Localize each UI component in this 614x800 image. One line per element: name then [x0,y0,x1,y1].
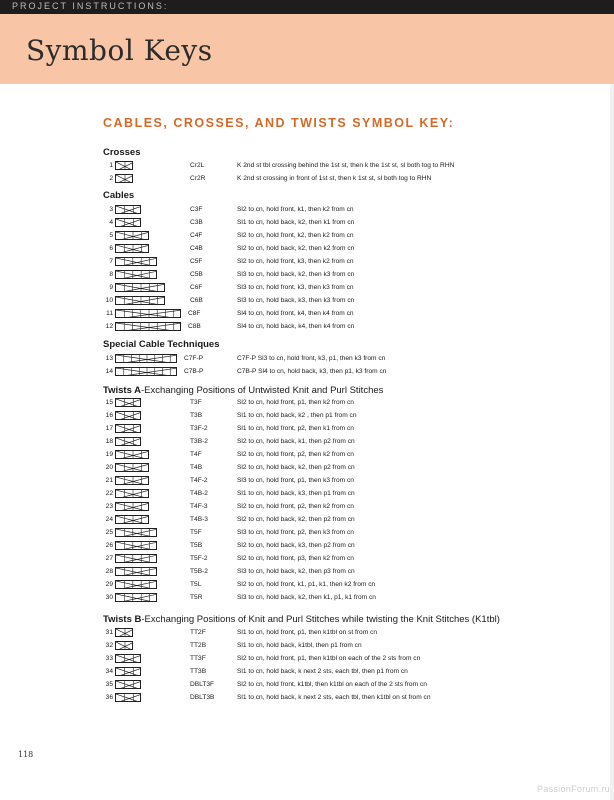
stitch-symbol-icon [115,667,141,676]
row-description: Sl3 to cn, hold back, k2, then p3 from cn [237,568,355,575]
row-number: 1 [109,162,113,169]
table-row [0,591,614,604]
row-description: Sl2 to cn, hold front, p2, then k2 from cn [237,451,354,458]
table-row [0,565,614,578]
row-number: 35 [105,681,113,688]
row-abbreviation: T4F-3 [190,503,208,510]
table-row [0,435,614,448]
row-description: Sl2 to cn, hold back, k3, then p2 from cn [237,542,355,549]
row-description: Sl3 to cn, hold front, k3, then k3 from cn [237,284,354,291]
twists-a-description: -Exchanging Positions of Untwisted Knit and Purl Stitches [141,385,384,396]
row-number: 7 [109,258,113,265]
row-description: C7B-P Sl4 to cn, hold back, k3, then p1, k3 from cn [237,368,387,375]
section-title: CABLES, CROSSES, AND TWISTS SYMBOL KEY: [103,116,455,130]
stitch-symbol-icon [115,367,177,376]
row-abbreviation: C7F-P [184,355,204,362]
table-row [0,320,614,333]
row-number: 34 [105,668,113,675]
subheading-twists-b [103,614,500,625]
stitch-symbol-icon [115,654,141,663]
row-description: Sl3 to cn, hold back, k3, then k3 from cn [237,297,355,304]
table-row [0,578,614,591]
row-description: Sl2 to cn, hold front, p1, then k1tbl on each of the 2 sts from cn [237,655,421,662]
row-number: 8 [109,271,113,278]
table-row [0,665,614,678]
row-abbreviation: T3B [190,412,203,419]
row-abbreviation: DBLT3F [190,681,215,688]
row-number: 27 [105,555,113,562]
stitch-symbol-icon [115,476,149,485]
table-row [0,513,614,526]
row-number: 26 [105,542,113,549]
table-row [0,281,614,294]
row-abbreviation: T4B [190,464,203,471]
row-description: Sl3 to cn, hold front, p2, then k3 from cn [237,529,354,536]
top-bar-label: PROJECT INSTRUCTIONS: [12,1,169,11]
table-row [0,639,614,652]
row-abbreviation: T5R [190,594,203,601]
row-number: 23 [105,503,113,510]
page-title: Symbol Keys [26,34,213,67]
row-description: Sl2 to cn, hold back, k2, then k2 from cn [237,245,355,252]
stitch-symbol-icon [115,322,181,331]
row-abbreviation: T5F-2 [190,555,208,562]
stitch-symbol-icon [115,463,149,472]
watermark: PassionForum.ru [536,784,610,794]
table-row [0,422,614,435]
stitch-symbol-icon [115,693,141,702]
top-bar [0,0,614,14]
stitch-symbol-icon [115,541,157,550]
row-number: 21 [105,477,113,484]
subheading-cables: Cables [103,190,135,201]
twists-b-bold: Twists B [103,614,142,625]
stitch-symbol-icon [115,424,141,433]
row-number: 36 [105,694,113,701]
table-row [0,396,614,409]
row-number: 14 [105,368,113,375]
stitch-symbol-icon [115,354,177,363]
table-row [0,307,614,320]
row-description: Sl2 to cn, hold front, p3, then k2 from cn [237,555,354,562]
row-number: 25 [105,529,113,536]
row-abbreviation: T5B [190,542,203,549]
stitch-symbol-icon [115,296,165,305]
row-description: Sl2 to cn, hold back, k1, then p2 from cn [237,438,355,445]
row-abbreviation: C7B-P [184,368,204,375]
table-row [0,203,614,216]
stitch-symbol-icon [115,641,133,650]
subheading-crosses: Crosses [103,147,141,158]
table-row [0,448,614,461]
stitch-symbol-icon [115,567,157,576]
row-abbreviation: T3F [190,399,202,406]
subheading-twists-a [103,385,383,396]
table-row [0,526,614,539]
row-description: Sl4 to cn, hold back, k4, then k4 from cn [237,323,355,330]
table-row [0,500,614,513]
row-description: Sl1 to cn, hold back, k3, then p1 from cn [237,490,355,497]
row-description: Sl1 to cn, hold back, k2 , then p1 from cn [237,412,357,419]
table-row [0,352,614,365]
row-abbreviation: TT3B [190,668,207,675]
stitch-symbol-icon [115,489,149,498]
stitch-symbol-icon [115,528,157,537]
table-row [0,172,614,185]
table-row [0,229,614,242]
table-row [0,159,614,172]
row-number: 12 [105,323,113,330]
row-description: K 2nd st tbl crossing behind the 1st st, then k the 1st st, sl both tog to RHN [237,162,455,169]
row-description: Sl2 to cn, hold front, k2, then k2 from cn [237,232,354,239]
stitch-symbol-icon [115,411,141,420]
table-row [0,652,614,665]
row-number: 11 [106,310,113,317]
page-number: 118 [18,750,34,759]
row-description: Sl1 to cn, hold back, k next 2 sts, each tbl, then p1 from cn [237,668,408,675]
table-row [0,487,614,500]
row-number: 29 [105,581,113,588]
row-description: Sl1 to cn, hold front, p2, then k1 from cn [237,425,354,432]
row-abbreviation: C8B [188,323,201,330]
row-abbreviation: T5F [190,529,202,536]
row-abbreviation: C4B [190,245,203,252]
table-row [0,552,614,565]
row-description: Sl1 to cn, hold back, k2, then k1 from cn [237,219,355,226]
table-row [0,242,614,255]
row-description: Sl2 to cn, hold front, k3, then k2 from cn [237,258,354,265]
row-number: 15 [105,399,113,406]
table-row [0,678,614,691]
stitch-symbol-icon [115,580,157,589]
row-number: 31 [105,629,113,636]
stitch-symbol-icon [115,593,157,602]
table-row [0,691,614,704]
row-abbreviation: T5B-2 [190,568,208,575]
table-row [0,294,614,307]
row-description: Sl3 to cn, hold back, k2, then k3 from cn [237,271,355,278]
row-number: 22 [105,490,113,497]
row-number: 24 [105,516,113,523]
stitch-symbol-icon [115,515,149,524]
row-abbreviation: TT3F [190,655,206,662]
row-abbreviation: C5F [190,258,203,265]
row-description: Sl2 to cn, hold front, k1tbl, then k1tbl on each of the 2 sts from cn [237,681,427,688]
row-description: K 2nd st crossing in front of 1st st, then k 1st st, sl both tog to RHN [237,175,432,182]
row-abbreviation: TT2B [190,642,207,649]
twists-b-description: -Exchanging Positions of Knit and Purl Stitches while twisting the Knit Stitches (K1tbl) [141,614,500,625]
row-number: 6 [109,245,113,252]
stitch-symbol-icon [115,231,149,240]
row-number: 3 [109,206,113,213]
stitch-symbol-icon [115,554,157,563]
row-number: 10 [105,297,113,304]
page-header [0,14,614,84]
stitch-symbol-icon [115,502,149,511]
row-abbreviation: Cr2L [190,162,205,169]
twists-a-bold: Twists A [103,385,142,396]
stitch-symbol-icon [115,270,157,279]
row-number: 19 [105,451,113,458]
row-number: 5 [109,232,113,239]
stitch-symbol-icon [115,257,157,266]
stitch-symbol-icon [115,680,141,689]
table-row [0,461,614,474]
table-row [0,626,614,639]
row-number: 32 [105,642,113,649]
subheading-special-cable-techniques: Special Cable Techniques [103,339,220,350]
row-number: 13 [105,355,113,362]
table-row [0,216,614,229]
stitch-symbol-icon [115,205,141,214]
row-number: 4 [109,219,113,226]
row-abbreviation: T4F [190,451,202,458]
row-abbreviation: C3F [190,206,203,213]
row-abbreviation: C4F [190,232,203,239]
row-description: Sl3 to cn, hold back, k2, then k1, p1, k1 from cn [237,594,376,601]
row-description: Sl1 to cn, hold back, k1tbl, then p1 from cn [237,642,362,649]
table-row [0,255,614,268]
row-abbreviation: C6F [190,284,203,291]
row-number: 30 [105,594,113,601]
row-abbreviation: T4B-3 [190,516,208,523]
row-description: Sl2 to cn, hold front, k1, then k2 from cn [237,206,354,213]
stitch-symbol-icon [115,244,149,253]
stitch-symbol-icon [115,450,149,459]
stitch-symbol-icon [115,398,141,407]
table-row [0,268,614,281]
row-abbreviation: T4F-2 [190,477,208,484]
row-abbreviation: T5L [190,581,202,588]
row-number: 33 [105,655,113,662]
row-abbreviation: TT2F [190,629,206,636]
row-abbreviation: DBLT3B [190,694,215,701]
table-row [0,365,614,378]
row-description: C7F-P Sl3 to cn, hold front, k3, p1, then k3 from cn [237,355,386,362]
row-abbreviation: C3B [190,219,203,226]
stitch-symbol-icon [115,174,133,183]
row-number: 17 [105,425,113,432]
table-row [0,474,614,487]
row-abbreviation: Cr2R [190,175,206,182]
row-description: Sl3 to cn, hold front, p1, then k3 from cn [237,477,354,484]
row-abbreviation: T3B-2 [190,438,208,445]
row-abbreviation: C8F [188,310,201,317]
row-abbreviation: T3F-2 [190,425,208,432]
table-row [0,539,614,552]
row-number: 28 [105,568,113,575]
row-description: Sl1 to cn, hold front, p1, then k1tbl on st from cn [237,629,378,636]
stitch-symbol-icon [115,437,141,446]
stitch-symbol-icon [115,283,165,292]
row-description: Sl2 to cn, hold front, p2, then k2 from cn [237,503,354,510]
row-number: 2 [109,175,113,182]
row-number: 20 [105,464,113,471]
row-description: Sl2 to cn, hold front, k1, p1, k1, then k2 from cn [237,581,376,588]
row-number: 18 [105,438,113,445]
table-row [0,409,614,422]
row-number: 16 [105,412,113,419]
stitch-symbol-icon [115,309,181,318]
row-description: Sl2 to cn, hold front, p1, then k2 from cn [237,399,354,406]
row-abbreviation: C6B [190,297,203,304]
row-description: Sl4 to cn, hold front, k4, then k4 from cn [237,310,354,317]
row-description: Sl1 to cn, hold back, k next 2 sts, each tbl, then k1tbl on st from cn [237,694,431,701]
stitch-symbol-icon [115,161,133,170]
row-abbreviation: C5B [190,271,203,278]
row-number: 9 [109,284,113,291]
row-description: Sl2 to cn, hold back, k2, then p2 from cn [237,516,355,523]
stitch-symbol-icon [115,218,141,227]
stitch-symbol-icon [115,628,133,637]
row-abbreviation: T4B-2 [190,490,208,497]
row-description: Sl2 to cn, hold back, k2, then p2 from cn [237,464,355,471]
